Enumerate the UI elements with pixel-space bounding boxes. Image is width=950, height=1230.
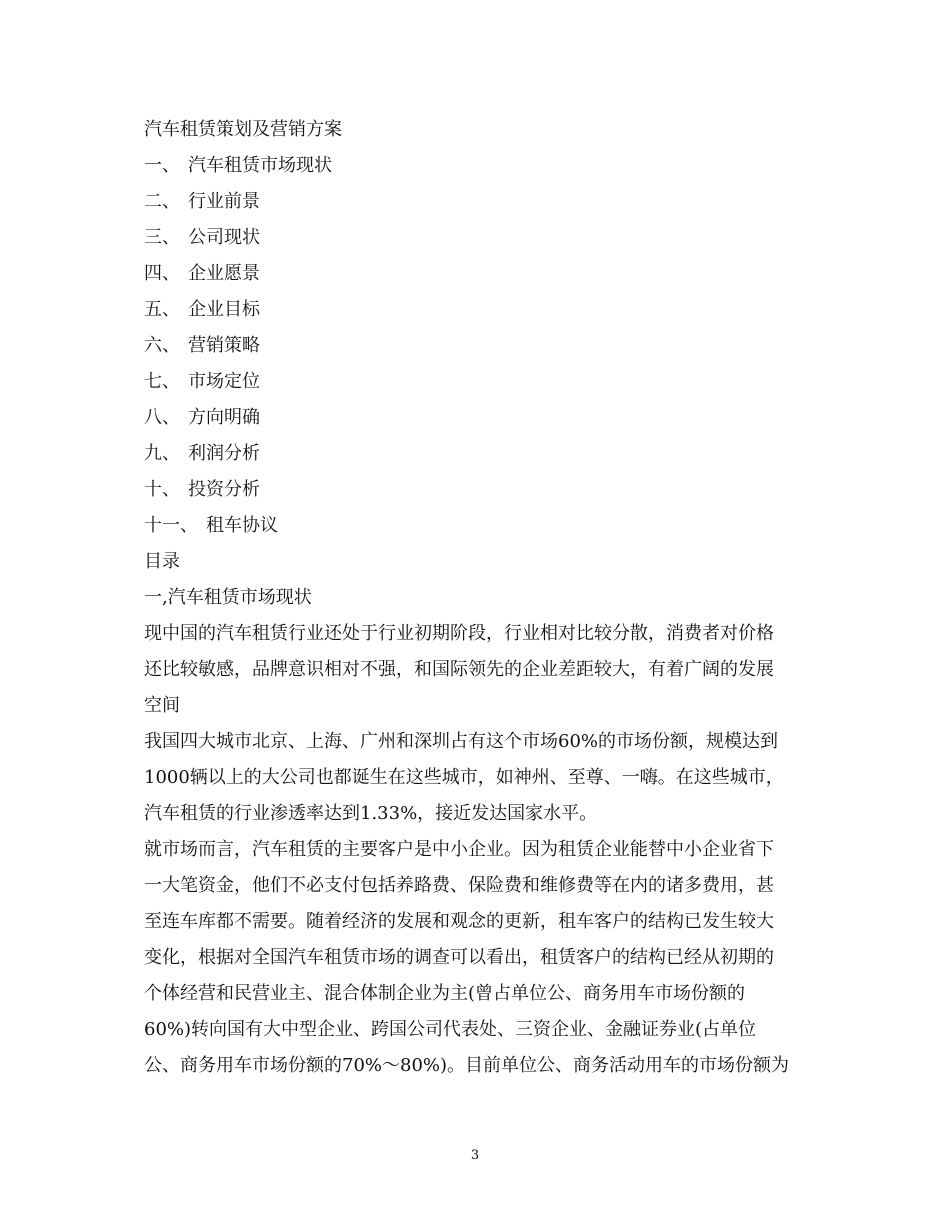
toc-item-label: 公司现状 [188, 227, 260, 248]
paragraph-line: 一大笔资金，他们不必支付包括养路费、保险费和维修费等在内的诸多费用，甚 [144, 875, 774, 896]
paragraph-line: 个体经营和民营业主、混合体制企业为主(曾占单位公、商务用车市场份额的 [144, 983, 746, 1004]
toc-item-number: 六、 [144, 335, 180, 356]
toc-item-number: 十、 [144, 479, 180, 500]
toc-item-label: 市场定位 [188, 371, 260, 392]
paragraph-line: 汽车租赁的行业渗透率达到1.33%，接近发达国家水平。 [144, 803, 598, 824]
toc-heading: 目录 [144, 551, 180, 572]
toc-item-number: 五、 [144, 299, 180, 320]
paragraph-line: 现中国的汽车租赁行业还处于行业初期阶段，行业相对比较分散，消费者对价格 [144, 623, 774, 644]
toc-item-label: 营销策略 [188, 335, 260, 356]
paragraph-line: 空间 [144, 695, 180, 716]
paragraph-line: 1000辆以上的大公司也都诞生在这些城市，如神州、至尊、一嗨。在这些城市， [144, 767, 784, 788]
toc-item-number: 八、 [144, 407, 180, 428]
section-heading: 一,汽车租赁市场现状 [144, 587, 312, 608]
toc-item-number: 七、 [144, 371, 180, 392]
toc-item-label: 利润分析 [188, 443, 260, 464]
toc-item-number: 九、 [144, 443, 180, 464]
toc-item-8 [144, 400, 824, 436]
toc-item-label: 企业愿景 [188, 263, 260, 284]
toc-item-7 [144, 364, 824, 400]
toc-item-label: 方向明确 [188, 407, 260, 428]
toc-item-9 [144, 436, 824, 472]
toc-item-label: 企业目标 [188, 299, 260, 320]
paragraph-line: 我国四大城市北京、上海、广州和深圳占有这个市场60%的市场份额，规模达到 [144, 731, 779, 752]
toc-item-4 [144, 256, 824, 292]
document-body [144, 112, 824, 1084]
page-number: 3 [470, 1148, 480, 1163]
toc-item-10 [144, 472, 824, 508]
paragraph-line: 至连车库都不需要。随着经济的发展和观念的更新，租车客户的结构已发生较大 [144, 911, 774, 932]
toc-item-number: 十一、 [144, 515, 198, 536]
toc-item-6 [144, 328, 824, 364]
toc-item-label: 投资分析 [188, 479, 260, 500]
paragraph-line: 60%)转向国有大中型企业、跨国公司代表处、三资企业、金融证券业(占单位 [144, 1019, 757, 1040]
toc-item-number: 一、 [144, 155, 180, 176]
toc-item-label: 租车协议 [206, 515, 278, 536]
toc-item-3 [144, 220, 824, 256]
toc-item-number: 二、 [144, 191, 180, 212]
toc-item-label: 行业前景 [188, 191, 260, 212]
paragraph-line: 还比较敏感，品牌意识相对不强，和国际领先的企业差距较大，有着广阔的发展 [144, 659, 774, 680]
paragraph-line: 公、商务用车市场份额的70%～80%)。目前单位公、商务活动用车的市场份额为 [144, 1055, 790, 1076]
toc-item-number: 四、 [144, 263, 180, 284]
paragraph-line: 变化，根据对全国汽车租赁市场的调查可以看出，租赁客户的结构已经从初期的 [144, 947, 774, 968]
body-text [144, 616, 824, 1084]
toc-item-label: 汽车租赁市场现状 [188, 155, 332, 176]
document-title: 汽车租赁策划及营销方案 [144, 119, 342, 140]
toc-item-number: 三、 [144, 227, 180, 248]
toc-list [144, 148, 824, 544]
toc-item-5 [144, 292, 824, 328]
toc-item-2 [144, 184, 824, 220]
paragraph-line: 就市场而言，汽车租赁的主要客户是中小企业。因为租赁企业能替中小企业省下 [144, 839, 774, 860]
toc-item-1 [144, 148, 824, 184]
toc-item-11 [144, 508, 824, 544]
